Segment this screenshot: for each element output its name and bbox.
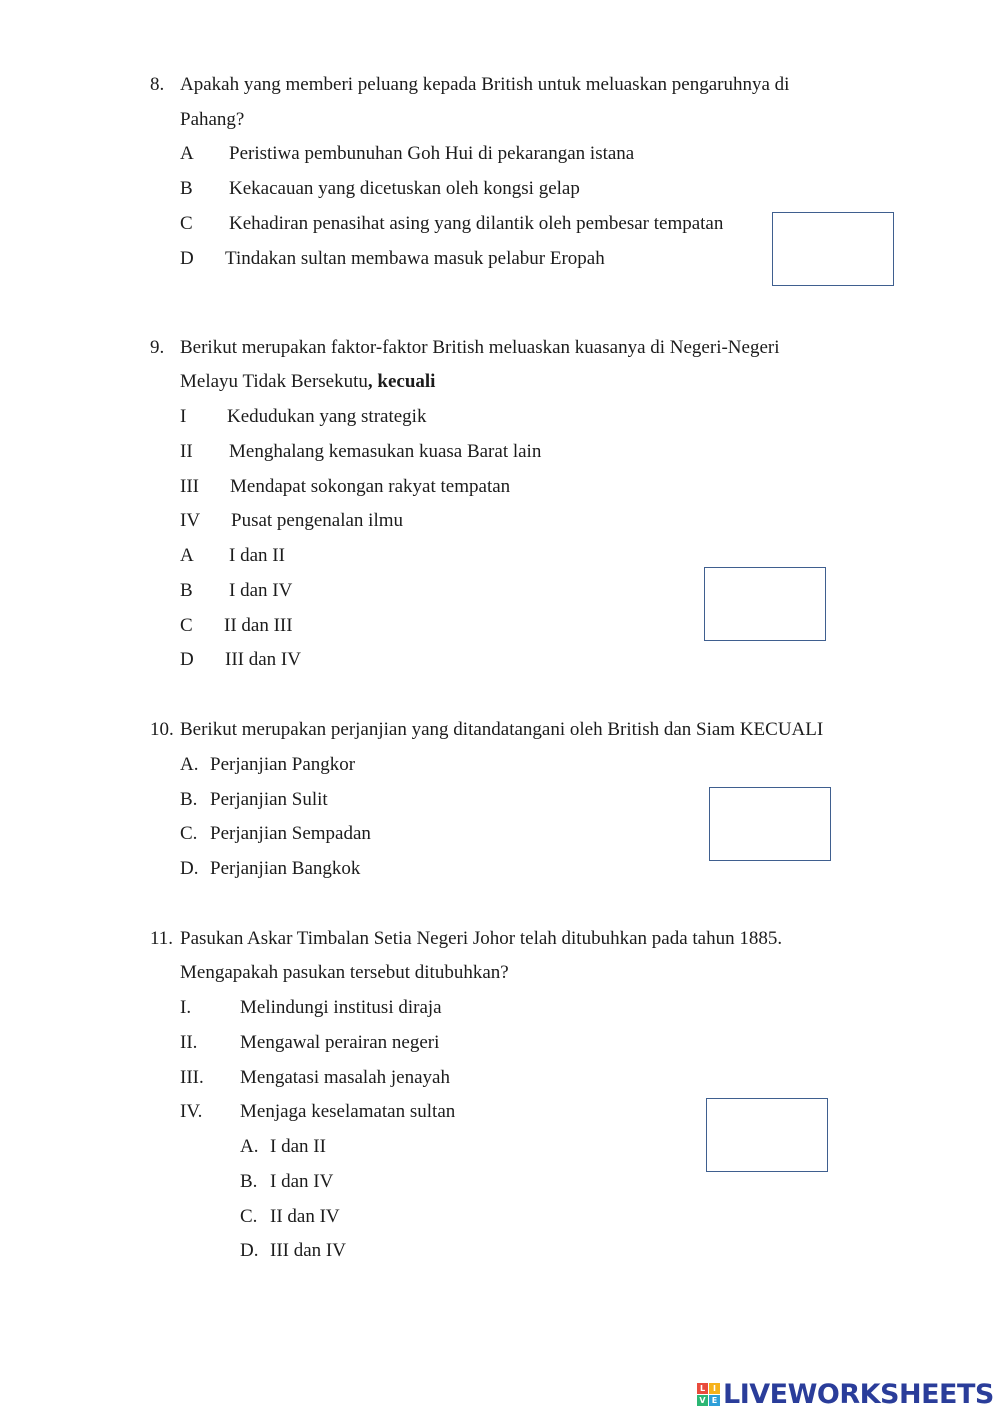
stem-text: Melayu Tidak Bersekutu: [180, 371, 368, 392]
option-text: I dan IV: [229, 580, 293, 601]
logo-tile: I: [709, 1383, 720, 1394]
statement-text: Mendapat sokongan rakyat tempatan: [230, 476, 511, 497]
stem-emphasis: , kecuali: [367, 371, 436, 392]
option-letter: D: [180, 248, 194, 269]
question-stem: Berikut merupakan faktor-faktor British meluaskan kuasanya di Negeri-Negeri: [180, 337, 780, 358]
option-text: Perjanjian Pangkor: [210, 754, 356, 775]
option-text: I dan II: [270, 1136, 326, 1157]
option-text: Kehadiran penasihat asing yang dilantik oleh pembesar tempatan: [229, 213, 724, 234]
option-letter: D.: [240, 1240, 259, 1261]
question-stem: Apakah yang memberi peluang kepada British untuk meluaskan pengaruhnya di: [180, 74, 790, 95]
answer-box-q11[interactable]: [706, 1098, 828, 1172]
statement-numeral: IV.: [180, 1101, 203, 1122]
statement-text: Mengawal perairan negeri: [240, 1032, 440, 1053]
option-letter: B.: [180, 789, 198, 810]
question-number: 11.: [150, 928, 174, 949]
option-letter: B.: [240, 1171, 258, 1192]
question-number: 10.: [150, 719, 174, 740]
question-stem-continued: [180, 371, 435, 393]
option-text: I dan II: [229, 545, 285, 566]
statement-text: Menghalang kemasukan kuasa Barat lain: [229, 441, 542, 462]
liveworksheets-logo: [697, 1378, 994, 1410]
question-stem-continued: Mengapakah pasukan tersebut ditubuhkan?: [180, 962, 509, 983]
option-text: Peristiwa pembunuhan Goh Hui di pekarangan istana: [229, 143, 635, 164]
statement-numeral: II: [180, 441, 193, 462]
logo-text: LIVEWORKSHEETS: [723, 1378, 994, 1410]
option-text: Perjanjian Sulit: [210, 789, 328, 810]
statement-numeral: IV: [180, 510, 201, 531]
question-stem: Pasukan Askar Timbalan Setia Negeri Johor telah ditubuhkan pada tahun 1885.: [180, 928, 783, 949]
option-letter: A.: [240, 1136, 259, 1157]
option-letter: C.: [180, 823, 198, 844]
logo-tile: V: [697, 1395, 708, 1406]
question-stem-continued: Pahang?: [180, 109, 245, 130]
option-text: Perjanjian Bangkok: [210, 858, 361, 879]
option-letter: A: [180, 545, 194, 566]
statement-numeral: II.: [180, 1032, 198, 1053]
statement-numeral: III.: [180, 1067, 204, 1088]
statement-text: Pusat pengenalan ilmu: [231, 510, 404, 531]
statement-numeral: III: [180, 476, 199, 497]
option-text: Tindakan sultan membawa masuk pelabur Eropah: [225, 248, 605, 269]
option-text: II dan IV: [270, 1206, 340, 1227]
option-text: III dan IV: [225, 649, 301, 670]
option-text: Kekacauan yang dicetuskan oleh kongsi gelap: [229, 178, 580, 199]
option-letter: D: [180, 649, 194, 670]
option-letter: A: [180, 143, 194, 164]
option-letter: B: [180, 580, 193, 601]
answer-box-q8[interactable]: [772, 212, 894, 286]
logo-tile: L: [697, 1383, 708, 1394]
question-number: 9.: [150, 337, 165, 358]
question-stem: Berikut merupakan perjanjian yang ditandatangani oleh British dan Siam KECUALI: [180, 719, 824, 740]
option-letter: D.: [180, 858, 199, 879]
statement-text: Menjaga keselamatan sultan: [240, 1101, 456, 1122]
option-text: II dan III: [224, 615, 293, 636]
option-text: I dan IV: [270, 1171, 334, 1192]
option-text: Perjanjian Sempadan: [210, 823, 371, 844]
option-letter: C.: [240, 1206, 258, 1227]
answer-box-q10[interactable]: [709, 787, 831, 861]
question-number: 8.: [150, 74, 165, 95]
option-letter: A.: [180, 754, 199, 775]
logo-tile: E: [709, 1395, 720, 1406]
option-letter: C: [180, 615, 193, 636]
option-letter: B: [180, 178, 193, 199]
statement-text: Mengatasi masalah jenayah: [240, 1067, 450, 1088]
answer-box-q9[interactable]: [704, 567, 826, 641]
option-text: III dan IV: [270, 1240, 346, 1261]
liveworksheets-logo-icon: [697, 1383, 720, 1406]
statement-text: Melindungi institusi diraja: [240, 997, 442, 1018]
statement-text: Kedudukan yang strategik: [227, 406, 427, 427]
statement-numeral: I.: [180, 997, 192, 1018]
option-letter: C: [180, 213, 193, 234]
statement-numeral: I: [180, 406, 187, 427]
